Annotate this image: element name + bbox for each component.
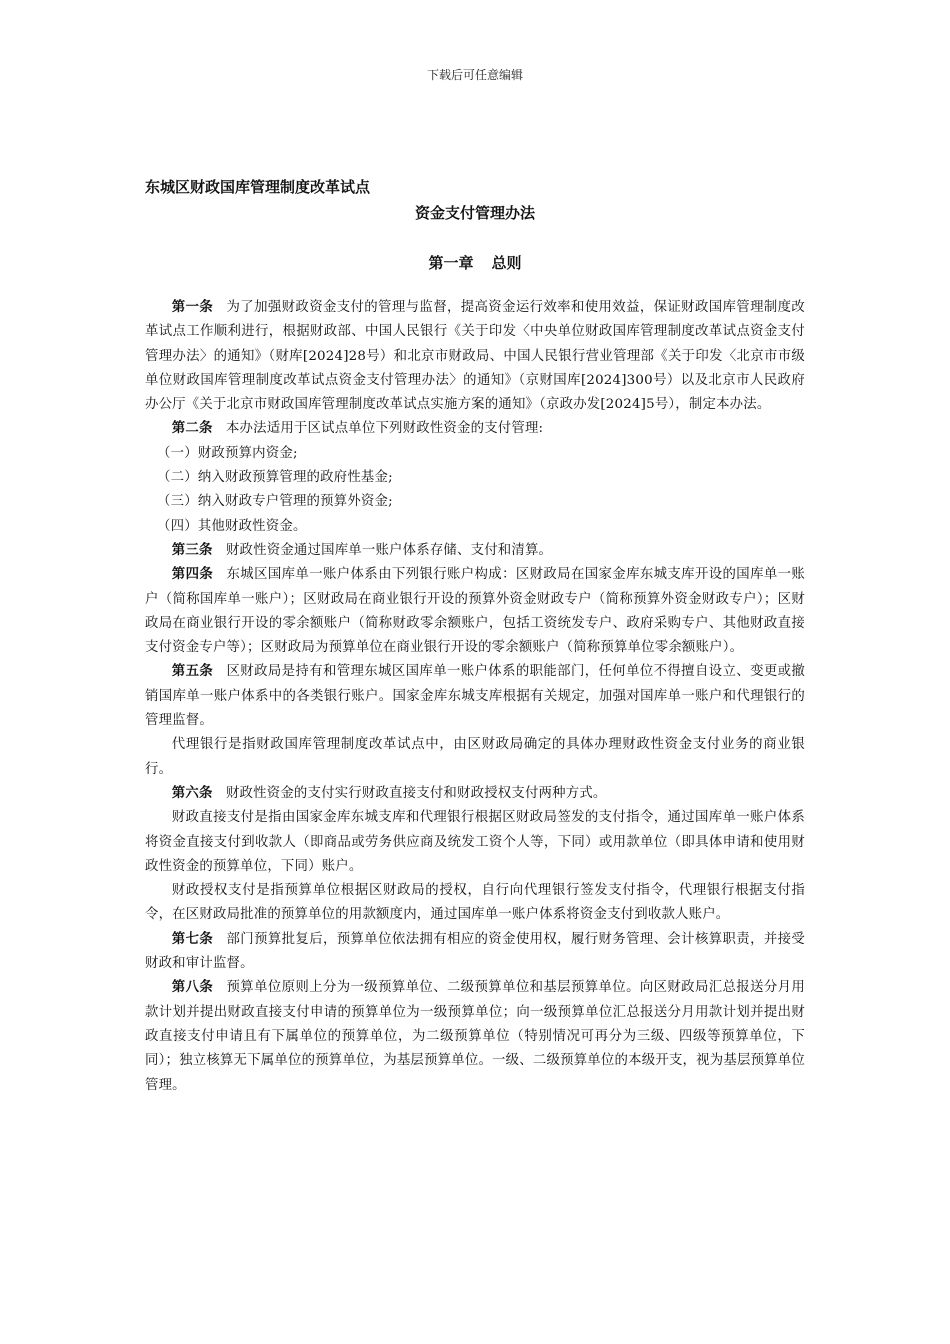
list-item: （二）纳入财政预算管理的政府性基金; (157, 470, 393, 486)
chapter-number: 第一章 (428, 254, 474, 272)
article-label: 第七条 (171, 931, 214, 947)
document-title-line1: 东城区财政国库管理制度改革试点 (145, 178, 371, 196)
article-label: 第二条 (171, 421, 213, 437)
article-label: 第六条 (171, 785, 213, 801)
article-4 (145, 563, 805, 660)
article-1 (145, 296, 805, 417)
article-text: 财政性资金通过国库单一账户体系存储、支付和清算。 (225, 542, 553, 558)
article-5-paragraph-2: 代理银行是指财政国库管理制度改革试点中，由区财政局确定的具体办理财政性资金支付业务的商业银行。 (145, 737, 805, 777)
list-item: （四）其他财政性资金。 (157, 518, 307, 534)
article-text: 为了加强财政资金支付的管理与监督，提高资金运行效率和使用效益，保证财政国库管理制度改革试点工作顺利进行，根据财政部、中国人民银行《关于印发〈中央单位财政国库管理制度改革试点资金支付管理办法〉的通知》（财库[2024]28号）和北京市财政局、中国人民银行营业管理部《关于印发〈北京市市级单位财政国库管理制度改革试点资金支付管理办法〉的通知》（京财国库[2024]300号）以及北京市人民政府办公厅《关于北京市财政国库管理制度改革试点实施方案的通知》（京政办发[2024]5号），制定本办法。 (145, 300, 805, 413)
article-label: 第五条 (171, 664, 214, 680)
article-label: 第一条 (171, 300, 214, 315)
article-text: 部门预算批复后，预算单位依法拥有相应的资金使用权，履行财务管理、会计核算职责，并接受财政和审计监督。 (145, 931, 805, 972)
chapter-name: 总则 (491, 254, 522, 272)
article-text: 东城区国库单一账户体系由下列银行账户构成：区财政局在国家金库东城支库开设的国库单一账户（简称国库单一账户）；区财政局在商业银行开设的预算外资金财政专户（简称预算外资金财政专户）；区财政局在商业银行开设的零余额账户（简称财政零余额账户，包括工资统发专户、政府采购专户、其他财政直接支付资金专户等）；区财政局为预算单位在商业银行开设的零余额账户（简称预算单位零余额账户）。 (145, 567, 805, 656)
document-body (145, 296, 805, 1098)
article-text: 区财政局是持有和管理东城区国库单一账户体系的职能部门，任何单位不得擅自设立、变更或撤销国库单一账户体系中的各类银行账户。国家金库东城支库根据有关规定，加强对国库单一账户和代理银行的管理监督。 (145, 664, 805, 729)
article-5 (145, 660, 805, 733)
article-text: 预算单位原则上分为一级预算单位、二级预算单位和基层预算单位。向区财政局汇总报送分月用款计划并提出财政直接支付申请的预算单位为一级预算单位；向一级预算单位汇总报送分月用款计划并提出财政直接支付申请且有下属单位的预算单位，为二级预算单位（特别情况可再分为三级、四级等预算单位，下同）；独立核算无下属单位的预算单位，为基层预算单位。一级、二级预算单位的本级开支，视为基层预算单位管理。 (145, 980, 805, 1093)
article-label: 第三条 (171, 542, 213, 558)
article-text: 财政性资金的支付实行财政直接支付和财政授权支付两种方式。 (225, 785, 607, 801)
article-7 (145, 928, 805, 977)
article-8 (145, 976, 805, 1097)
article-6 (145, 782, 805, 806)
article-label: 第四条 (171, 567, 214, 583)
article-3 (145, 539, 805, 563)
document-title-line2: 资金支付管理办法 (414, 204, 535, 222)
chapter-heading (0, 252, 950, 273)
article-2 (145, 417, 805, 441)
article-label: 第八条 (171, 980, 214, 996)
list-item: （一）财政预算内资金; (157, 445, 298, 461)
list-item: （三）纳入财政专户管理的预算外资金; (157, 494, 393, 510)
article-6-paragraph-3: 财政授权支付是指预算单位根据区财政局的授权，自行向代理银行签发支付指令，代理银行根据支付指令，在区财政局批准的预算单位的用款额度内，通过国库单一账户体系将资金支付到收款人账户。 (145, 883, 805, 923)
download-note: 下载后可任意编辑 (426, 68, 523, 82)
article-text: 本办法适用于区试点单位下列财政性资金的支付管理: (225, 421, 544, 437)
article-6-paragraph-2: 财政直接支付是指由国家金库东城支库和代理银行根据区财政局签发的支付指令，通过国库单一账户体系将资金直接支付到收款人（即商品或劳务供应商及统发工资个人等，下同）或用款单位（即具体申请和使用财政性资金的预算单位，下同）账户。 (145, 810, 805, 874)
